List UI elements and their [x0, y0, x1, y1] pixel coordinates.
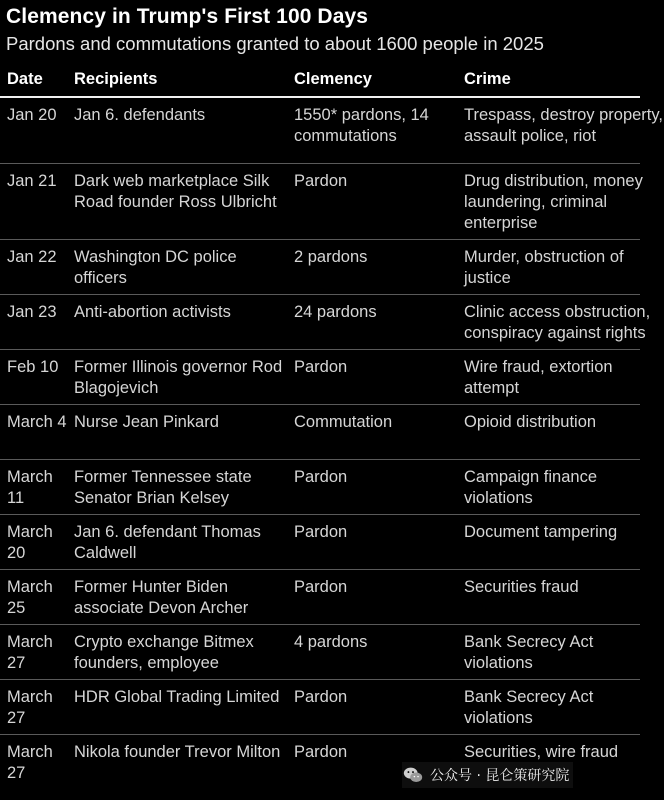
- row-date: March 25: [7, 578, 53, 617]
- table-row: [0, 625, 640, 680]
- row-clemency: Pardon: [294, 468, 348, 486]
- row-date: Jan 22: [7, 248, 57, 266]
- page-title: Clemency in Trump's First 100 Days: [6, 5, 369, 28]
- row-date: Jan 23: [7, 303, 57, 321]
- row-clemency: Commutation: [294, 413, 393, 431]
- row-crime: Securities, wire fraud: [464, 743, 619, 761]
- column-header-crime: Crime: [464, 70, 511, 88]
- table-row: [0, 570, 640, 625]
- row-clemency: Pardon: [294, 743, 348, 761]
- row-crime: Bank Secrecy Act violations: [464, 633, 594, 672]
- row-recipients: Nurse Jean Pinkard: [74, 413, 219, 431]
- row-recipients: Nikola founder Trevor Milton: [74, 743, 281, 761]
- table-row: [0, 350, 640, 405]
- clemency-table: [0, 66, 663, 800]
- row-crime: Opioid distribution: [464, 413, 597, 431]
- table-row: [0, 98, 663, 164]
- table-row: [0, 164, 643, 240]
- row-crime: Securities fraud: [464, 578, 579, 596]
- wechat-icon: [402, 764, 424, 786]
- column-header-recipients: Recipients: [74, 70, 158, 88]
- row-crime: Document tampering: [464, 523, 618, 541]
- row-date: Feb 10: [7, 358, 59, 376]
- row-recipients: Jan 6. defendants: [74, 106, 206, 124]
- row-date: March 27: [7, 633, 53, 672]
- row-recipients: Former Tennessee state Senator Brian Kelsey: [74, 468, 252, 507]
- row-date: Jan 20: [7, 106, 57, 124]
- row-date: March 27: [7, 743, 53, 782]
- row-date: Jan 21: [7, 172, 57, 190]
- wechat-watermark: [402, 762, 573, 788]
- column-header-clemency: Clemency: [294, 70, 372, 88]
- row-date: March 11: [7, 468, 53, 507]
- row-crime: Murder, obstruction of justice: [464, 248, 624, 287]
- row-recipients: Anti-abortion activists: [74, 303, 231, 321]
- column-header-date: Date: [7, 70, 43, 88]
- table-row: [0, 295, 651, 350]
- row-clemency: Pardon: [294, 578, 348, 596]
- row-clemency: Pardon: [294, 523, 348, 541]
- row-crime: Wire fraud, extortion attempt: [464, 358, 613, 397]
- row-clemency: Pardon: [294, 688, 348, 706]
- table-row: [0, 405, 640, 460]
- row-crime: Trespass, destroy property, assault police, riot: [464, 106, 663, 145]
- row-date: March 20: [7, 523, 53, 562]
- table-header: [0, 66, 640, 98]
- row-clemency: 2 pardons: [294, 248, 368, 266]
- row-date: March 27: [7, 688, 53, 727]
- row-recipients: Former Hunter Biden associate Devon Archer: [74, 578, 249, 617]
- page-subtitle: Pardons and commutations granted to about 1600 people in 2025: [6, 33, 544, 54]
- row-recipients: Crypto exchange Bitmex founders, employee: [74, 633, 254, 672]
- table-row: [0, 460, 640, 515]
- row-recipients: Washington DC police officers: [74, 248, 237, 287]
- row-clemency: 1550* pardons, 14 commutations: [294, 106, 429, 145]
- row-crime: Clinic access obstruction, conspiracy against rights: [464, 303, 651, 342]
- watermark-text: 公众号 · 昆仑策研究院: [430, 768, 570, 784]
- table-row: [0, 240, 640, 295]
- row-date: March 4: [7, 413, 67, 431]
- row-recipients: Dark web marketplace Silk Road founder Ross Ulbricht: [74, 172, 277, 211]
- table-row: [0, 680, 640, 735]
- row-recipients: Jan 6. defendant Thomas Caldwell: [74, 523, 261, 562]
- row-crime: Bank Secrecy Act violations: [464, 688, 594, 727]
- row-recipients: Former Illinois governor Rod Blagojevich: [74, 358, 283, 397]
- row-clemency: 4 pardons: [294, 633, 368, 651]
- table-row: [0, 515, 640, 570]
- row-recipients: HDR Global Trading Limited: [74, 688, 280, 706]
- row-clemency: Pardon: [294, 172, 348, 190]
- row-clemency: Pardon: [294, 358, 348, 376]
- row-crime: Drug distribution, money laundering, criminal enterprise: [464, 172, 643, 232]
- row-crime: Campaign finance violations: [464, 468, 597, 507]
- row-clemency: 24 pardons: [294, 303, 377, 321]
